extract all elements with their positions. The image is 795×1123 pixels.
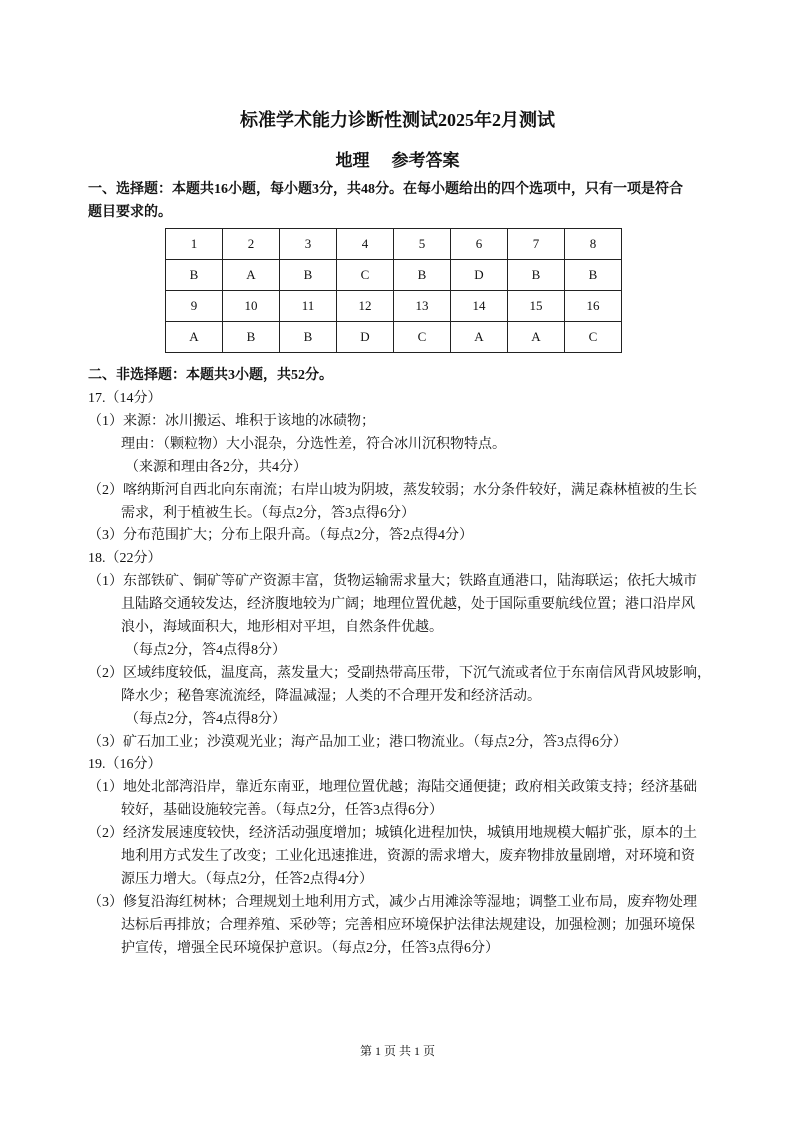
- heading-line: 一、选择题：本题共16小题，每小题3分，共48分。在每小题给出的四个选项中，只有一项是符合: [88, 182, 683, 197]
- table-cell: 2: [223, 229, 280, 260]
- subject: 地理: [335, 151, 370, 170]
- table-cell: 5: [394, 229, 451, 260]
- table-cell: 12: [337, 291, 394, 322]
- answer-continuation: 达标后再排放；合理养殖、采砂等；完善相应环境保护法律法规建设，加强检测；加强环境保: [121, 917, 695, 933]
- answer-continuation: （每点2分，答4点得8分）: [125, 642, 286, 658]
- answer-item: （1）来源：冰川搬运、堆积于该地的冰碛物；: [88, 413, 375, 429]
- table-cell: D: [451, 260, 508, 291]
- answer-item: （3）矿石加工业；沙漠观光业；海产品加工业；港口物流业。（每点2分，答3点得6分）: [88, 734, 627, 750]
- answer-item: （3）修复沿海红树林；合理规划土地利用方式，减少占用滩涂等湿地；调整工业布局，废弃物处理: [88, 894, 697, 910]
- table-cell: 8: [565, 229, 622, 260]
- answer-continuation: 护宣传，增强全民环境保护意识。（每点2分，任答3点得6分）: [121, 940, 499, 956]
- document-title: 标准学术能力诊断性测试2025年2月测试: [240, 110, 555, 130]
- answer-item: （2）区域纬度较低，温度高，蒸发量大；受副热带高压带，下沉气流或者位于东南信风背风坡影响，: [88, 665, 711, 681]
- table-cell: 11: [280, 291, 337, 322]
- table-cell: A: [451, 322, 508, 353]
- table-cell: B: [223, 322, 280, 353]
- question-header: 17.（14分）: [88, 391, 162, 406]
- answer-continuation: 降水少；秘鲁寒流流经，降温减湿；人类的不合理开发和经济活动。: [121, 688, 541, 704]
- table-cell: 4: [337, 229, 394, 260]
- answer-continuation: （来源和理由各2分，共4分）: [125, 459, 307, 475]
- answer-item: （2）经济发展速度较快，经济活动强度增加；城镇化进程加快，城镇用地规模大幅扩张，原本的土: [88, 826, 697, 842]
- table-cell: 7: [508, 229, 565, 260]
- table-cell: B: [280, 260, 337, 291]
- table-cell: 13: [394, 291, 451, 322]
- table-cell: 3: [280, 229, 337, 260]
- table-cell: 14: [451, 291, 508, 322]
- answer-continuation: 较好，基础设施较完善。（每点2分，任答3点得6分）: [121, 803, 443, 819]
- table-cell: C: [565, 322, 622, 353]
- answer-item: （1）东部铁矿、铜矿等矿产资源丰富，货物运输需求量大；铁路直通港口，陆海联运；依托大城市: [88, 574, 697, 590]
- question-number-row: [166, 229, 622, 260]
- document-subtitle: [0, 146, 795, 171]
- table-cell: A: [223, 260, 280, 291]
- page-footer: 第 1 页 共 1 页: [359, 1044, 435, 1058]
- question-header: 19.（16分）: [88, 757, 162, 773]
- table-cell: 15: [508, 291, 565, 322]
- table-cell: C: [337, 260, 394, 291]
- answer-continuation: 地利用方式发生了改变；工业化迅速推进，资源的需求增大，废弃物排放量剧增，对环境和资: [121, 849, 695, 864]
- answer-continuation: 需求，利于植被生长。（每点2分，答3点得6分）: [121, 505, 415, 521]
- table-cell: C: [394, 322, 451, 353]
- answer-item: （1）地处北部湾沿岸，靠近东南亚，地理位置优越；海陆交通便捷；政府相关政策支持；经济基础: [88, 780, 697, 796]
- section2-heading: 二、非选择题：本题共3小题，共52分。: [88, 368, 333, 383]
- section1-heading: [88, 178, 708, 224]
- table-cell: B: [508, 260, 565, 291]
- answer-item: （3）分布范围扩大；分布上限升高。（每点2分，答2点得4分）: [88, 528, 473, 544]
- table-cell: B: [280, 322, 337, 353]
- answer-row: [166, 322, 622, 353]
- question-number-row: [166, 291, 622, 322]
- answer-row: [166, 260, 622, 291]
- answer-continuation: 且陆路交通较发达，经济腹地较为广阔；地理位置优越，处于国际重要航线位置；港口沿岸风: [121, 597, 695, 613]
- table-cell: B: [394, 260, 451, 291]
- answer-continuation: （每点2分，答4点得8分）: [125, 711, 286, 727]
- answer-continuation: 源压力增大。（每点2分，任答2点得4分）: [121, 871, 373, 887]
- table-cell: B: [166, 260, 223, 291]
- table-cell: 16: [565, 291, 622, 322]
- table-cell: B: [565, 260, 622, 291]
- question-header: 18.（22分）: [88, 551, 162, 567]
- answer-continuation: 浪小，海域面积大，地形相对平坦，自然条件优越。: [121, 620, 443, 635]
- table-cell: D: [337, 322, 394, 353]
- table-cell: A: [166, 322, 223, 353]
- table-cell: 9: [166, 291, 223, 322]
- table-cell: 6: [451, 229, 508, 260]
- answer-item: （2）喀纳斯河自西北向东南流；右岸山坡为阴坡，蒸发较弱；水分条件较好，满足森林植被的生长: [88, 482, 697, 498]
- table-cell: A: [508, 322, 565, 353]
- answer-continuation: 理由：（颗粒物）大小混杂，分选性差，符合冰川沉积物特点。: [121, 436, 506, 452]
- heading-line: 题目要求的。: [88, 205, 172, 220]
- answer-table: [165, 228, 622, 353]
- table-cell: 1: [166, 229, 223, 260]
- table-cell: 10: [223, 291, 280, 322]
- subtitle-label: 参考答案: [391, 151, 460, 170]
